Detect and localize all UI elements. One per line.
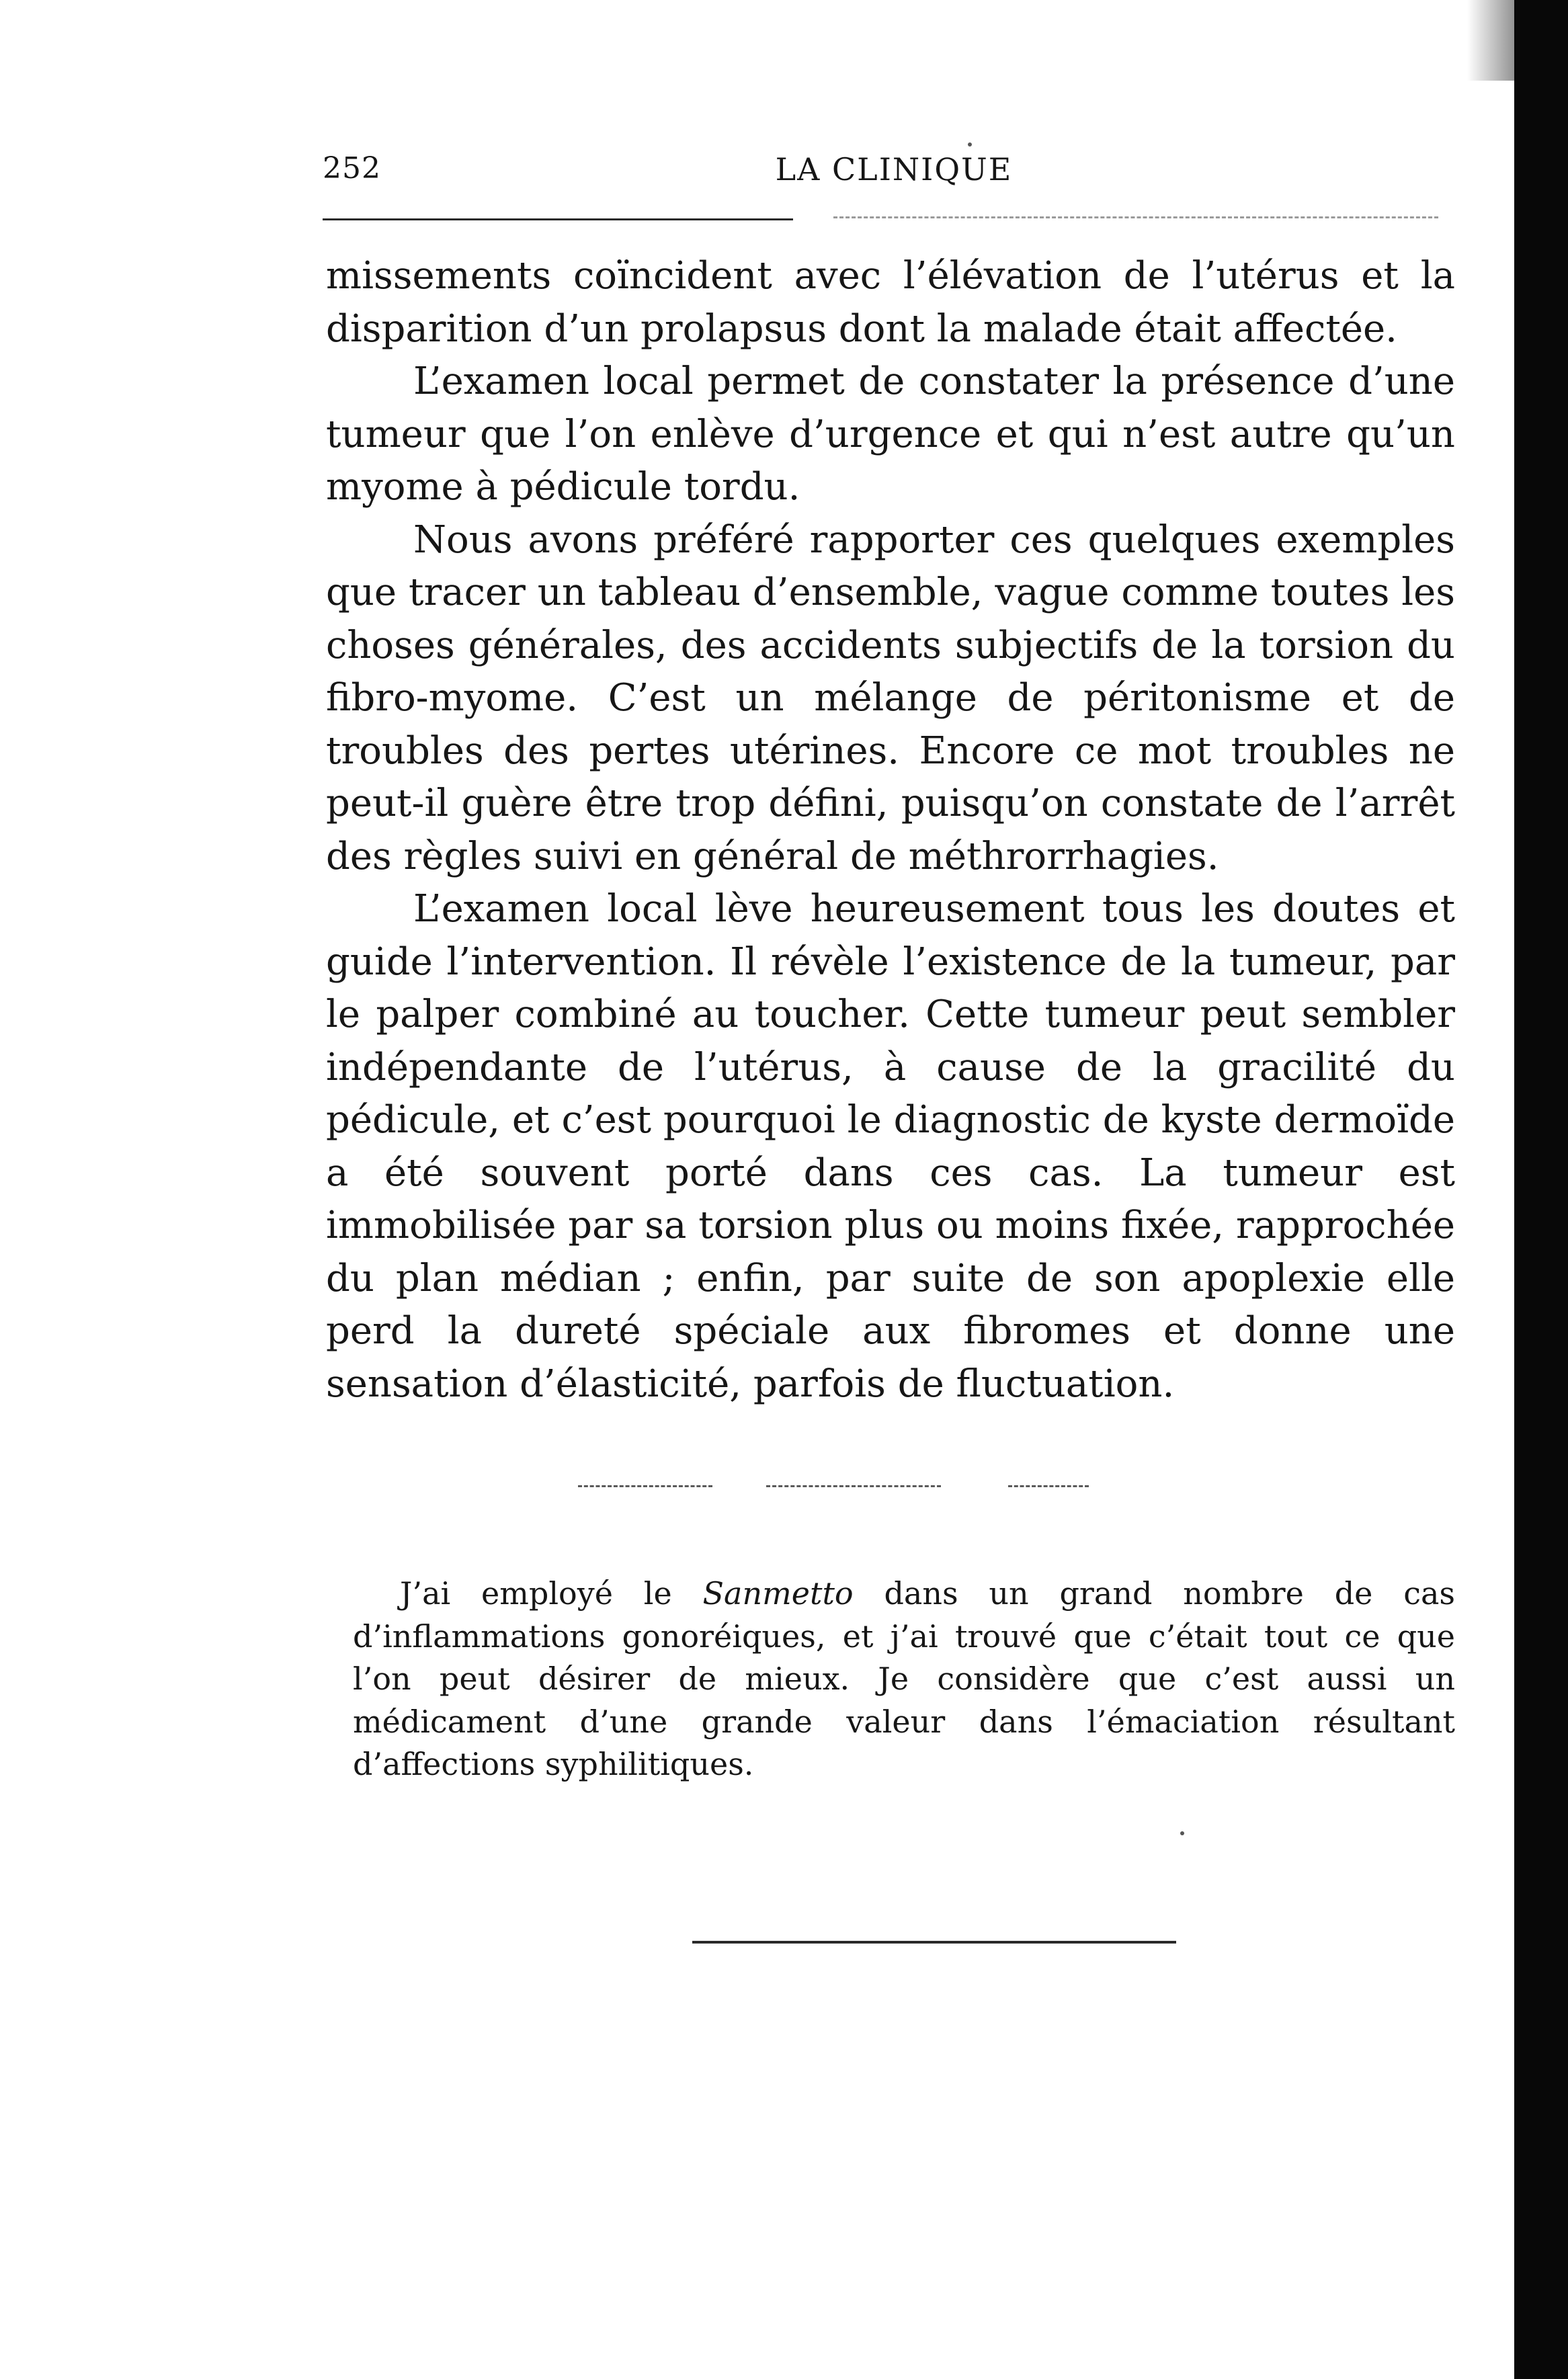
end-rule [692, 1941, 1176, 1944]
binding-edge [1514, 0, 1568, 2379]
ink-speck [1180, 1831, 1184, 1835]
testimonial-text-end: dans un grand nombre de cas d’inflammations gonoréiques, et j’ai trouvé que c’était tout ce que l’on peut désirer de mieux. Je considère que c’est aussi un médicament d’une grande valeur dans l’émaciation résultant d’affections syphilitiques. [353, 1575, 1455, 1782]
page-header [323, 151, 1465, 192]
paragraph: L’examen local lève heureusement tous les doutes et guide l’intervention. Il révèle l’existence de la tumeur, par le palper combiné au toucher. Cette tumeur peut sembler indépendante de l’utérus, à cause de la gracilité du pédicule, et c’est pourquoi le diagnostic de kyste dermoïde a été souvent porté dans ces cas. La tumeur est immobilisée par sa torsion plus ou moins fixée, rapprochée du plan médian ; enfin, par suite de son apoplexie elle perd la dureté spéciale aux fibromes et donne une sensation d’élasticité, parfois de fluctuation. [326, 887, 1455, 1406]
section-divider [1008, 1485, 1089, 1487]
header-rule [323, 218, 793, 220]
testimonial-text-start: J’ai employé le [400, 1575, 703, 1612]
page-number: 252 [323, 151, 381, 185]
article-body [326, 250, 1455, 1411]
running-title: LA CLINIQUE [775, 151, 1013, 187]
ink-speck [968, 142, 972, 147]
binding-shadow [1467, 0, 1514, 81]
paragraph: Nous avons préféré rapporter ces quelques exemples que tracer un tableau d’ensemble, vague comme toutes les choses générales, des accidents subjectifs de la torsion du fibro-myome. C’est un mélange de péritonisme et de troubles des pertes utérines. Encore ce mot troubles ne peut-il guère être trop défini, puisqu’on constate de l’arrêt des règles suivi en général de méthrorrhagies. [326, 517, 1455, 878]
testimonial [353, 1573, 1455, 1786]
section-divider [766, 1485, 941, 1487]
product-name: Sanmetto [702, 1575, 854, 1612]
paragraph: missements coïncident avec l’élévation de l’utérus et la disparition d’un prolapsus dont la malade était affectée. [326, 254, 1455, 351]
paragraph: L’examen local permet de constater la présence d’une tumeur que l’on enlève d’urgence et qui n’est autre qu’un myome à pédicule tordu. [326, 360, 1455, 509]
header-rule-dotted [833, 216, 1438, 218]
testimonial-text [353, 1573, 1455, 1786]
section-divider [578, 1485, 712, 1487]
